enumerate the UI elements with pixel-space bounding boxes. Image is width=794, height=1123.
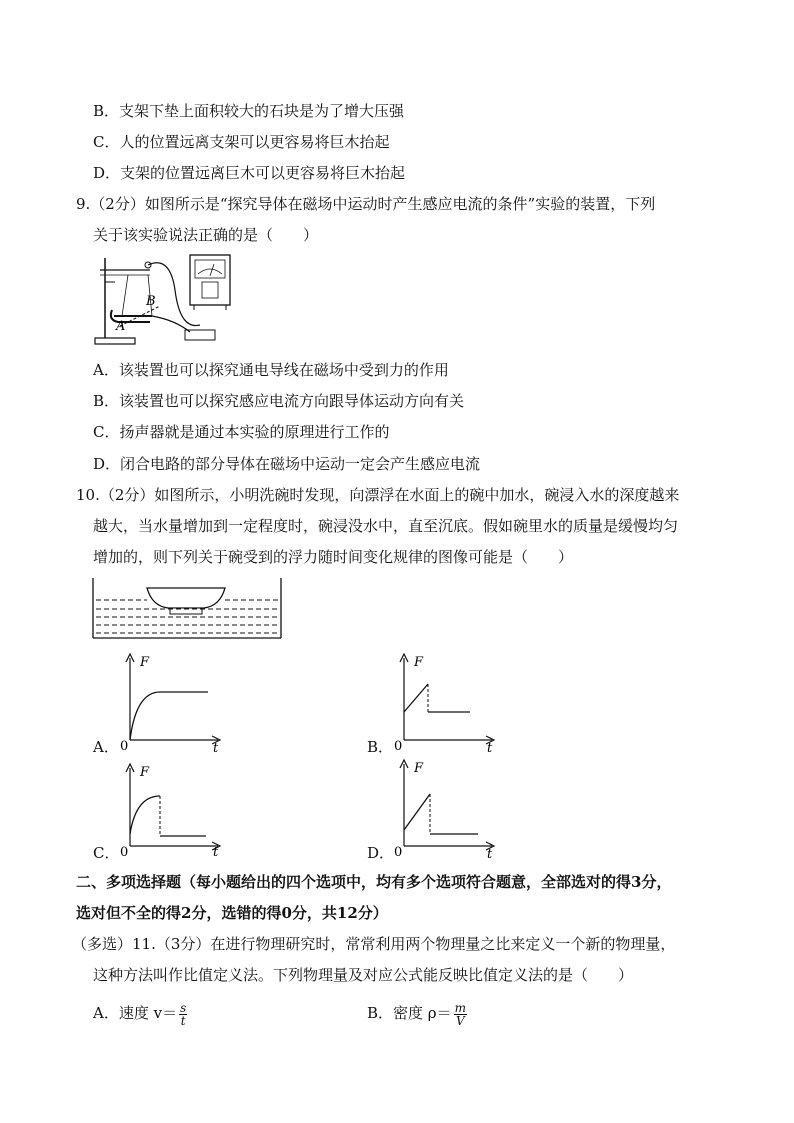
- q10-graph-d-origin: 0: [394, 845, 403, 860]
- section2-heading-line2: 选对但不全的得2分，选错的得0分，共12分）: [76, 904, 388, 922]
- q8-option-d: D．支架的位置远离巨木可以更容易将巨木抬起: [93, 164, 406, 182]
- q9-option-b: B．该装置也可以探究感应电流方向跟导体运动方向有关: [93, 392, 465, 410]
- q11-option-a-denominator: t: [180, 1013, 186, 1028]
- q10-graph-c-x-label: t: [213, 845, 219, 860]
- q11-option-b-fraction: [454, 1002, 467, 1027]
- q10-graph-b-y-label: F: [414, 655, 424, 670]
- q10-graph-b-x-label: t: [487, 741, 493, 756]
- q11-stem-line2: 这种方法叫作比值定义法。下列物理量及对应公式能反映比值定义法的是（ ）: [93, 966, 634, 984]
- q11-option-b: [367, 1000, 467, 1027]
- q9-option-c: C．扬声器就是通过本实验的原理进行工作的: [93, 423, 390, 441]
- q10-stem-line3: 增加的，则下列关于碗受到的浮力随时间变化规律的图像可能是（ ）: [93, 548, 574, 566]
- q9-figure-label-b: B: [146, 294, 156, 309]
- q10-stem-line2: 越大，当水量增加到一定程度时，碗浸没水中，直至沉底。假如碗里水的质量是缓慢均匀: [93, 517, 679, 535]
- q11-stem-line1: （多选）11.（3分）在进行物理研究时，常常利用两个物理量之比来定义一个新的物理量，: [72, 935, 676, 953]
- q10-graph-c-origin: 0: [120, 845, 129, 860]
- q10-graph-c: [118, 762, 228, 858]
- q8-option-b: B．支架下垫上面积较大的石块是为了增大压强: [93, 102, 405, 120]
- q10-graph-d-x-label: t: [487, 847, 493, 862]
- q10-option-a-label: A．: [93, 738, 119, 756]
- q9-figure-label-a: A: [116, 319, 126, 334]
- q11-option-a: [93, 1000, 187, 1027]
- q8-option-c: C．人的位置远离支架可以更容易将巨木抬起: [93, 133, 390, 151]
- q10-bowl-in-tank-figure: [92, 578, 282, 640]
- q10-graph-a-x-label: t: [213, 741, 219, 756]
- q10-graph-a-y-label: F: [140, 655, 150, 670]
- q10-graph-b: [392, 652, 502, 756]
- q10-option-c-label: C．: [93, 844, 120, 862]
- section2-heading-line1: 二、多项选择题（每小题给出的四个选项中，均有多个选项符合题意，全部选对的得3分，: [76, 873, 672, 891]
- q9-stem-line2: 关于该实验说法正确的是（ ）: [93, 226, 319, 244]
- q9-stem-line1: 9.（2分）如图所示是“探究导体在磁场中运动时产生感应电流的条件”实验的装置，下列: [76, 195, 656, 213]
- q11-option-a-numerator: s: [180, 1000, 187, 1015]
- q10-graph-c-y-label: F: [140, 765, 150, 780]
- q10-graph-d-y-label: F: [414, 761, 424, 776]
- q11-option-b-prefix: B．密度 ρ＝: [367, 1004, 452, 1022]
- q11-option-a-fraction: [179, 1002, 187, 1027]
- q11-option-a-prefix: A．速度 v＝: [93, 1004, 178, 1022]
- q11-option-b-numerator: m: [454, 1000, 467, 1015]
- q10-graph-a-origin: 0: [120, 739, 129, 754]
- q10-option-d-label: D．: [367, 844, 395, 862]
- q10-graph-a: [118, 652, 228, 756]
- q9-apparatus-figure: [90, 250, 250, 350]
- q10-graph-d: [392, 758, 502, 862]
- q9-option-d: D．闭合电路的部分导体在磁场中运动一定会产生感应电流: [93, 455, 481, 473]
- q10-graph-b-origin: 0: [394, 739, 403, 754]
- q11-option-b-denominator: V: [455, 1013, 465, 1028]
- q10-stem-line1: 10.（2分）如图所示，小明洗碗时发现，向漂浮在水面上的碗中加水，碗浸入水的深度越来: [76, 486, 680, 504]
- q9-option-a: A．该装置也可以探究通电导线在磁场中受到力的作用: [93, 361, 449, 379]
- q10-option-b-label: B．: [367, 738, 394, 756]
